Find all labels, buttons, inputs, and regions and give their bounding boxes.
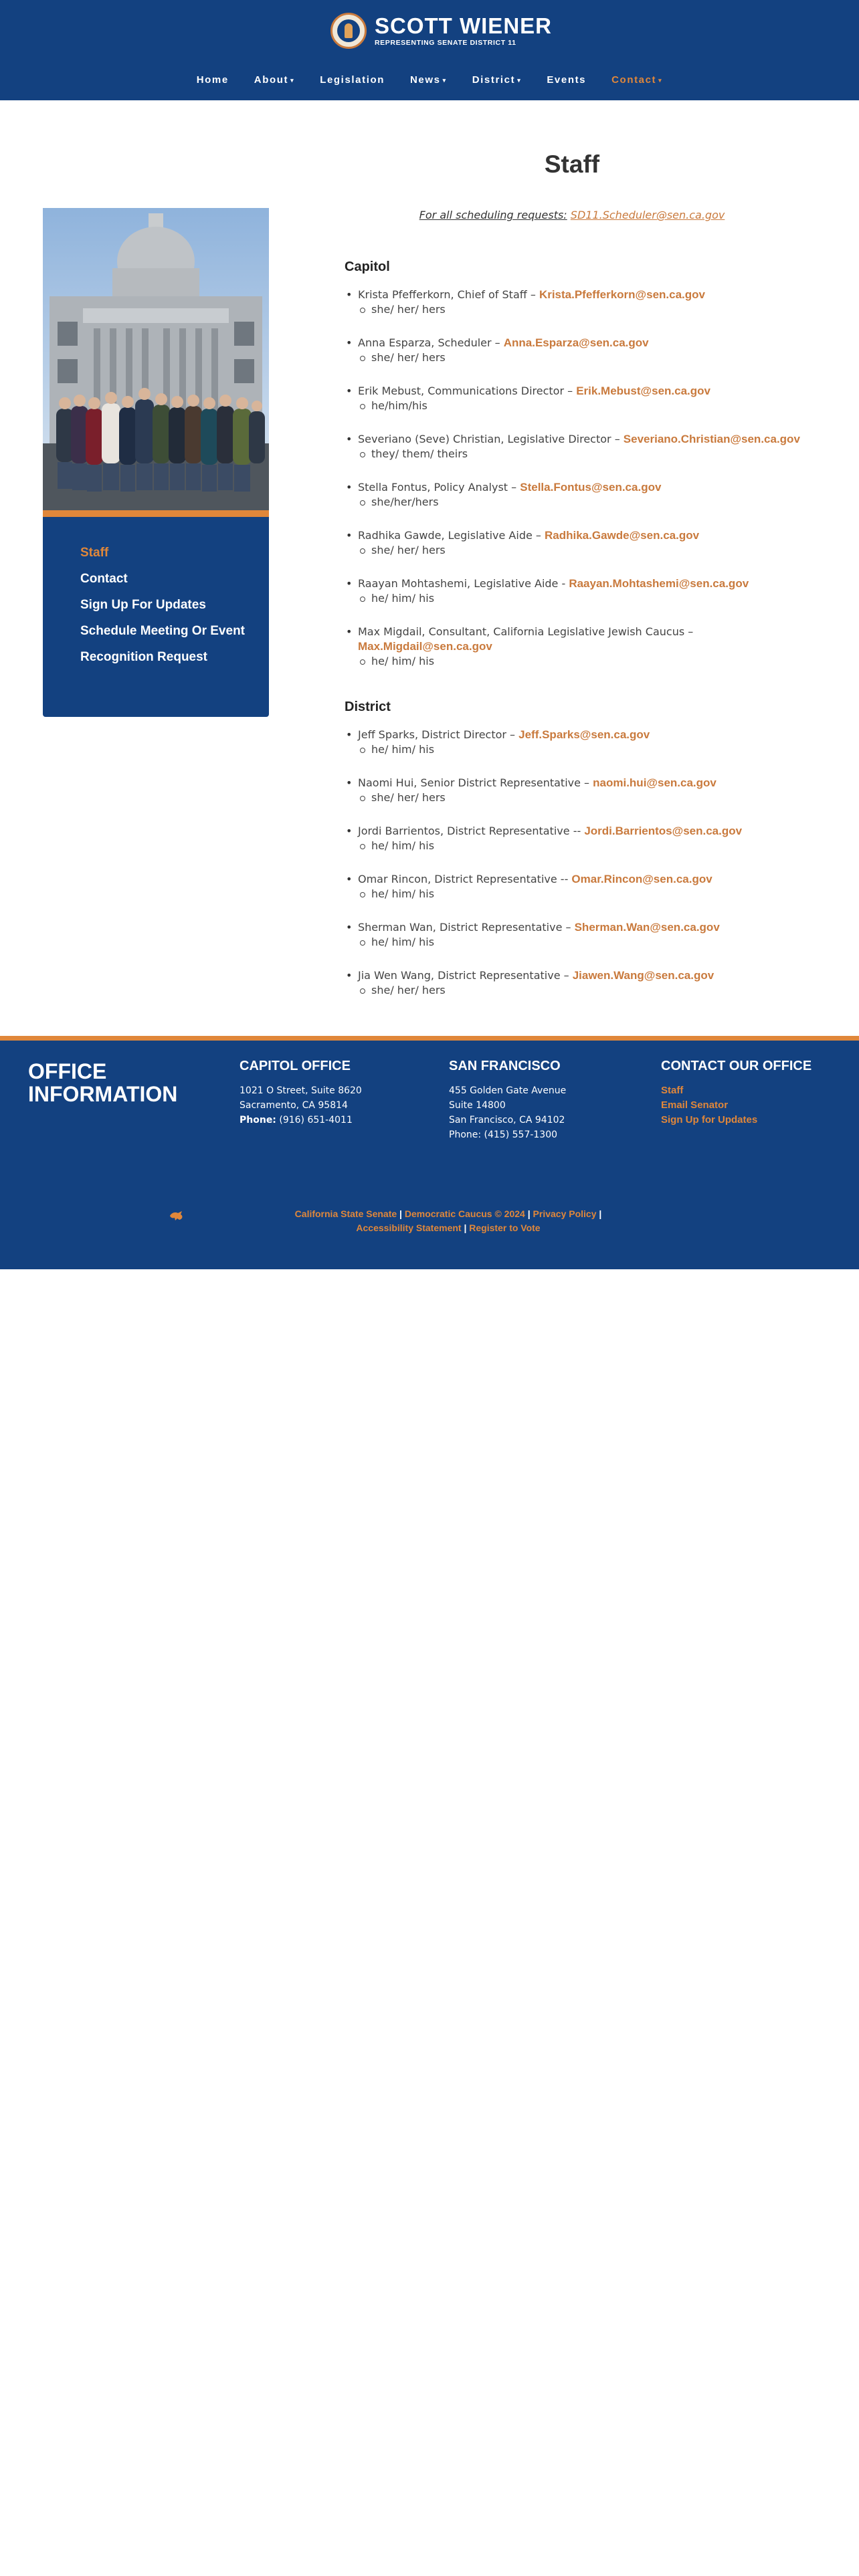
nav-legislation-label: Legislation bbox=[320, 74, 385, 86]
staff-pronouns: he/ him/ his bbox=[358, 887, 813, 901]
capitol-address-line2: Sacramento, CA 95814 bbox=[240, 1100, 348, 1111]
footer-sf-office bbox=[449, 1059, 643, 1142]
separator: | bbox=[524, 1208, 533, 1219]
staff-pronouns: he/ him/ his bbox=[358, 654, 813, 669]
staff-email-link[interactable]: Jiawen.Wang@sen.ca.gov bbox=[572, 969, 714, 982]
caret-down-icon: ▾ bbox=[517, 77, 522, 84]
nav-news[interactable] bbox=[397, 71, 460, 90]
nav-home[interactable] bbox=[184, 71, 242, 90]
list-item bbox=[345, 968, 813, 998]
list-item bbox=[345, 776, 813, 805]
capitol-address-line1: 1021 O Street, Suite 8620 bbox=[240, 1085, 362, 1096]
caret-down-icon: ▾ bbox=[658, 77, 663, 84]
staff-title: Jordi Barrientos, District Representative -- bbox=[358, 825, 585, 837]
staff-pronouns: he/ him/ his bbox=[358, 742, 813, 757]
list-item bbox=[345, 480, 813, 510]
staff-title: Omar Rincon, District Representative -- bbox=[358, 873, 572, 885]
staff-pronouns: he/him/his bbox=[358, 399, 813, 413]
list-item bbox=[345, 576, 813, 606]
sidebar-item-sign-up[interactable]: Sign Up For Updates bbox=[80, 598, 206, 612]
capitol-phone-label: Phone: bbox=[240, 1115, 276, 1125]
staff-email-link[interactable]: Anna.Esparza@sen.ca.gov bbox=[503, 336, 649, 349]
separator: | bbox=[397, 1208, 405, 1219]
sidebar-item-staff[interactable]: Staff bbox=[80, 546, 109, 560]
capitol-heading: Capitol bbox=[345, 259, 390, 274]
staff-pronouns: she/ her/ hers bbox=[358, 350, 813, 365]
staff-email-link[interactable]: Erik.Mebust@sen.ca.gov bbox=[576, 385, 710, 397]
staff-email-link[interactable]: Raayan.Mohtashemi@sen.ca.gov bbox=[569, 577, 749, 590]
list-item bbox=[345, 432, 813, 461]
footer-sf-heading: SAN FRANCISCO bbox=[449, 1059, 561, 1073]
caret-down-icon: ▾ bbox=[442, 77, 447, 84]
sf-phone: Phone: (415) 557-1300 bbox=[449, 1130, 558, 1140]
footer-accent-bar bbox=[0, 1036, 859, 1041]
sf-address-line2: Suite 14800 bbox=[449, 1100, 506, 1111]
scheduling-note bbox=[345, 209, 799, 221]
staff-email-link[interactable]: Radhika.Gawde@sen.ca.gov bbox=[545, 529, 700, 542]
sidebar-item-contact[interactable]: Contact bbox=[80, 572, 128, 586]
nav-about[interactable] bbox=[242, 71, 307, 90]
list-item bbox=[345, 384, 813, 413]
staff-title: Jeff Sparks, District Director – bbox=[358, 728, 519, 741]
staff-email-link[interactable]: Jeff.Sparks@sen.ca.gov bbox=[518, 728, 650, 741]
bear-logo-icon bbox=[169, 1210, 184, 1221]
footer-link-sign-up[interactable]: Sign Up for Updates bbox=[661, 1114, 758, 1125]
staff-email-link[interactable]: Krista.Pfefferkorn@sen.ca.gov bbox=[539, 288, 705, 301]
staff-email-link[interactable]: Severiano.Christian@sen.ca.gov bbox=[623, 433, 800, 445]
list-item bbox=[345, 872, 813, 901]
staff-pronouns: she/ her/ hers bbox=[358, 302, 813, 317]
nav-contact-label: Contact bbox=[611, 74, 657, 86]
district-subtitle: REPRESENTING SENATE DISTRICT 11 bbox=[375, 39, 516, 47]
staff-email-link[interactable]: Sherman.Wan@sen.ca.gov bbox=[574, 921, 720, 934]
footer-capitol-heading: CAPITOL OFFICE bbox=[240, 1059, 351, 1073]
staff-pronouns: she/ her/ hers bbox=[358, 543, 813, 558]
staff-pronouns: he/ him/ his bbox=[358, 839, 813, 853]
footer-link-register[interactable]: Register to Vote bbox=[469, 1222, 541, 1233]
staff-pronouns: they/ them/ theirs bbox=[358, 447, 813, 461]
district-staff-list bbox=[345, 728, 813, 1016]
caret-down-icon: ▾ bbox=[290, 77, 295, 84]
list-item bbox=[345, 528, 813, 558]
sidebar-item-recognition[interactable]: Recognition Request bbox=[80, 650, 208, 664]
staff-group-photo bbox=[43, 208, 269, 510]
staff-title: Severiano (Seve) Christian, Legislative Director – bbox=[358, 433, 624, 445]
staff-email-link[interactable]: naomi.hui@sen.ca.gov bbox=[593, 776, 717, 789]
capitol-phone-number: (916) 651-4011 bbox=[276, 1115, 353, 1125]
site-footer bbox=[0, 1036, 859, 1269]
staff-title: Radhika Gawde, Legislative Aide – bbox=[358, 529, 545, 542]
sidebar-accent-bar bbox=[43, 510, 269, 517]
staff-title: Stella Fontus, Policy Analyst – bbox=[358, 481, 520, 494]
separator: | bbox=[461, 1222, 470, 1233]
city-hall-photo-illustration bbox=[43, 208, 269, 510]
footer-contact-heading: CONTACT OUR OFFICE bbox=[661, 1059, 812, 1073]
list-item bbox=[345, 824, 813, 853]
staff-pronouns: he/ him/ his bbox=[358, 935, 813, 950]
page-title: Staff bbox=[544, 150, 600, 178]
nav-home-label: Home bbox=[196, 74, 229, 86]
footer-contact bbox=[661, 1059, 855, 1128]
separator: | bbox=[596, 1208, 602, 1219]
staff-title: Anna Esparza, Scheduler – bbox=[358, 336, 504, 349]
nav-news-label: News bbox=[410, 74, 441, 86]
list-item bbox=[345, 336, 813, 365]
nav-events[interactable] bbox=[534, 71, 599, 90]
staff-pronouns: she/ her/ hers bbox=[358, 790, 813, 805]
nav-contact[interactable] bbox=[599, 71, 675, 90]
staff-title: Sherman Wan, District Representative – bbox=[358, 921, 575, 934]
staff-title: Raayan Mohtashemi, Legislative Aide - bbox=[358, 577, 569, 590]
senator-name: SCOTT WIENER bbox=[375, 13, 552, 38]
sidebar bbox=[43, 208, 269, 717]
staff-title: Krista Pfefferkorn, Chief of Staff – bbox=[358, 288, 539, 301]
sf-address-line1: 455 Golden Gate Avenue bbox=[449, 1085, 567, 1096]
staff-title: Erik Mebust, Communications Director – bbox=[358, 385, 577, 397]
list-item bbox=[345, 728, 813, 757]
scheduling-email-link[interactable]: SD11.Scheduler@sen.ca.gov bbox=[570, 209, 725, 221]
staff-pronouns: she/her/hers bbox=[358, 495, 813, 510]
staff-email-link[interactable]: Jordi.Barrientos@sen.ca.gov bbox=[584, 825, 743, 837]
nav-events-label: Events bbox=[547, 74, 587, 86]
senate-seal-icon bbox=[330, 13, 367, 49]
staff-email-link[interactable]: Omar.Rincon@sen.ca.gov bbox=[571, 873, 712, 885]
list-item bbox=[345, 625, 813, 669]
footer-link-staff[interactable]: Staff bbox=[661, 1085, 684, 1096]
staff-email-link[interactable]: Max.Migdail@sen.ca.gov bbox=[358, 640, 492, 653]
sf-address-line3: San Francisco, CA 94102 bbox=[449, 1115, 565, 1125]
sidebar-item-schedule[interactable]: Schedule Meeting Or Event bbox=[80, 624, 245, 638]
staff-email-link[interactable]: Stella.Fontus@sen.ca.gov bbox=[520, 481, 662, 494]
scheduling-label: For all scheduling requests: bbox=[419, 209, 567, 221]
nav-district[interactable] bbox=[460, 71, 535, 90]
staff-title: Max Migdail, Consultant, California Legislative Jewish Caucus – bbox=[358, 625, 694, 638]
list-item bbox=[345, 288, 813, 317]
nav-legislation[interactable] bbox=[307, 71, 397, 90]
footer-link-caucus[interactable]: Democratic Caucus © 2024 bbox=[404, 1208, 525, 1219]
nav-about-label: About bbox=[254, 74, 289, 86]
sidebar-nav bbox=[80, 542, 254, 673]
staff-title: Naomi Hui, Senior District Representative – bbox=[358, 776, 593, 789]
footer-link-accessibility[interactable]: Accessibility Statement bbox=[356, 1222, 462, 1233]
district-heading: District bbox=[345, 700, 391, 714]
footer-bottom-links bbox=[254, 1207, 642, 1235]
staff-pronouns: she/ her/ hers bbox=[358, 983, 813, 998]
staff-title: Jia Wen Wang, District Representative – bbox=[358, 969, 573, 982]
footer-link-senate[interactable]: California State Senate bbox=[294, 1208, 397, 1219]
footer-link-privacy[interactable]: Privacy Policy bbox=[533, 1208, 597, 1219]
footer-link-email-senator[interactable]: Email Senator bbox=[661, 1099, 729, 1111]
main-nav bbox=[0, 71, 859, 90]
capitol-phone bbox=[240, 1113, 434, 1128]
site-logo[interactable] bbox=[330, 12, 552, 49]
nav-district-label: District bbox=[472, 74, 516, 86]
footer-capitol-office bbox=[240, 1059, 434, 1128]
staff-pronouns: he/ him/ his bbox=[358, 591, 813, 606]
logo-text bbox=[375, 15, 552, 47]
footer-title: OFFICE INFORMATION bbox=[28, 1059, 178, 1106]
site-header bbox=[0, 0, 859, 100]
capitol-staff-list bbox=[345, 288, 813, 687]
list-item bbox=[345, 920, 813, 950]
